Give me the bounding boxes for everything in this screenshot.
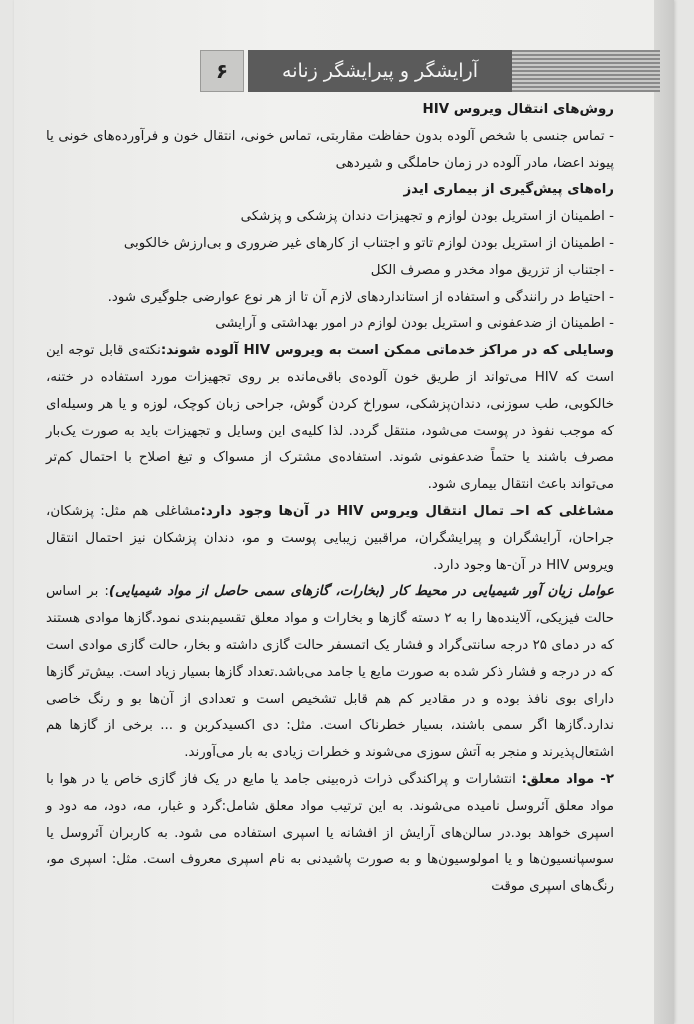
paragraph-text: انتشارات و پراکندگی ذرات ذره‌بینی جامد یا مایع در یک فاز گازی خاص یا در هوا با مواد معلق آئروسل نامیده می‌شوند. به این ترتیب مواد معلق شامل:گرد و غبار، مه، دود، مه دود و اسپری خواهد بود.در سالن‌های آرایش از افشانه یا اسپری استفاده می شود. به کاربران آئروسل یا سوسپانسیون‌ها و یا امولوسیون‌ها و به صورت پاشیدنی به نام اسپری معروف است. مثل: اسپری مو، رنگ‌های اسپری موقت [46, 771, 614, 895]
text-line: - تماس جنسی با شخص آلوده بدون حفاظت مقاربتی، تماس خونی، انتقال خون و فرآورده‌های خونی یا پیوند [46, 128, 614, 171]
paragraph-suspended-matter [46, 767, 614, 901]
paragraph-chemical-agents [46, 579, 614, 767]
paragraph-occupations [46, 499, 614, 579]
list-item: - اجتناب از تزریق مواد مخدر و مصرف الکل [370, 262, 614, 278]
paragraph-lead: مشاغلی که احـ تمال انتقال ویروس HIV در آن‌ها وجود دارد: [200, 503, 614, 519]
page-header [200, 50, 512, 92]
paragraph-text: نکته‌ی قابل توجه این است که HIV می‌تواند از طریق خون آلوده‌ی باقی‌مانده بر روی تجهیزات مورد استفاده در ختنه، خالکوبی، طب سوزنی، دندان‌پزشکی، سوراخ کردن گوش، جراحی زبان کوچک، لوزه و یا هر وسیله‌ای که موجب نفوذ در پوست می‌شود، منتقل گردد. لذا کلیه‌ی این وسایل و تجهیزات باید به صورت یک‌بار مصرف باشند یا حتماً ضدعفونی شوند. استفاده‌ی مشترک از مسواک و تیغ اصلاح با احتمال کم‌تر می‌تواند باعث انتقال بیماری شود. [46, 343, 615, 493]
page-edge [654, 0, 674, 1024]
paragraph-text: مشاغلی هم مثل: پزشکان، جراحان، آرایشگران و پیرایشگران، مراقبین زیبایی پوست و مو، دندان پزشکان نیز احتمال انتقال ویروس HIV در آن-ها وجود دارد. [46, 503, 614, 573]
heading-hiv-transmission: روش‌های انتقال ویروس HIV [422, 102, 614, 117]
list-item: - اطمینان از استریل بودن لوازم تاتو و اجتناب از کارهای غیر ضروری و بی‌ارزش خالکوبی [123, 235, 614, 251]
list-item: - اطمینان از استریل بودن لوازم و تجهیزات دندان پزشکی و پزشکی [240, 209, 614, 225]
paragraph-contaminated-tools [46, 338, 614, 499]
paragraph-text: : بر اساس حالت فیزیکی، آلاینده‌ها را به ۲ دسته گازها و بخارات و مواد معلق تقسیم‌بندی نمود.گازها موادی هستند که در دمای ۲۵ درجه سانتی‌گراد و فشار یک اتمسفر حالت گازی داشته و بخار، حالت گازی موادی است که در درجه و فشار ذکر شده به صورت مایع یا جامد می‌باشد.تعداد گازها بسیار زیاد است. بیش‌تر گازها دارای بوی نافذ بوده و در مقادیر کم هم قابل تشخیص است و تعدادی از آن‌ها بو و رنگ خاصی ندارد.گازها اگر سمی باشند، بسیار خطرناک است. مثل: دی اکسیدکربن و ... برخی از گازها هم اشتعال‌پذیرند و منجر به آتش سوزی می‌شوند و خطرات زیادی به بار می‌آورند. [46, 584, 615, 761]
paragraph-lead: عوامل زیان آور شیمیایی در محیط کار (بخارات، گازهای سمی حاصل از مواد شیمیایی) [108, 584, 614, 600]
text-line: اعضا، مادر آلوده در زمان حاملگی و شیردهی [335, 155, 585, 171]
paragraph-lead: ۲- مواد معلق: [521, 771, 614, 787]
chapter-title: آرایشگر و پیرایشگر زنانه [248, 50, 512, 92]
page-number: ۶ [200, 50, 244, 92]
list-item: - اطمینان از ضدعفونی و استریل بودن لوازم در امور بهداشتی و آرایشی [215, 316, 614, 332]
header-stripes [512, 50, 660, 92]
page-content [46, 97, 614, 901]
list-item: - احتیاط در رانندگی و استفاده از استانداردهای لازم آن تا از هر نوع عوارضی جلوگیری شود. [107, 289, 614, 305]
paragraph-lead: وسایلی که در مراکز خدماتی ممکن است به ویروس HIV آلوده شوند: [160, 343, 614, 359]
paragraph-transmission [46, 124, 614, 178]
heading-aids-prevention: راه‌های پیش‌گیری از بیماری ایدز [403, 182, 614, 198]
